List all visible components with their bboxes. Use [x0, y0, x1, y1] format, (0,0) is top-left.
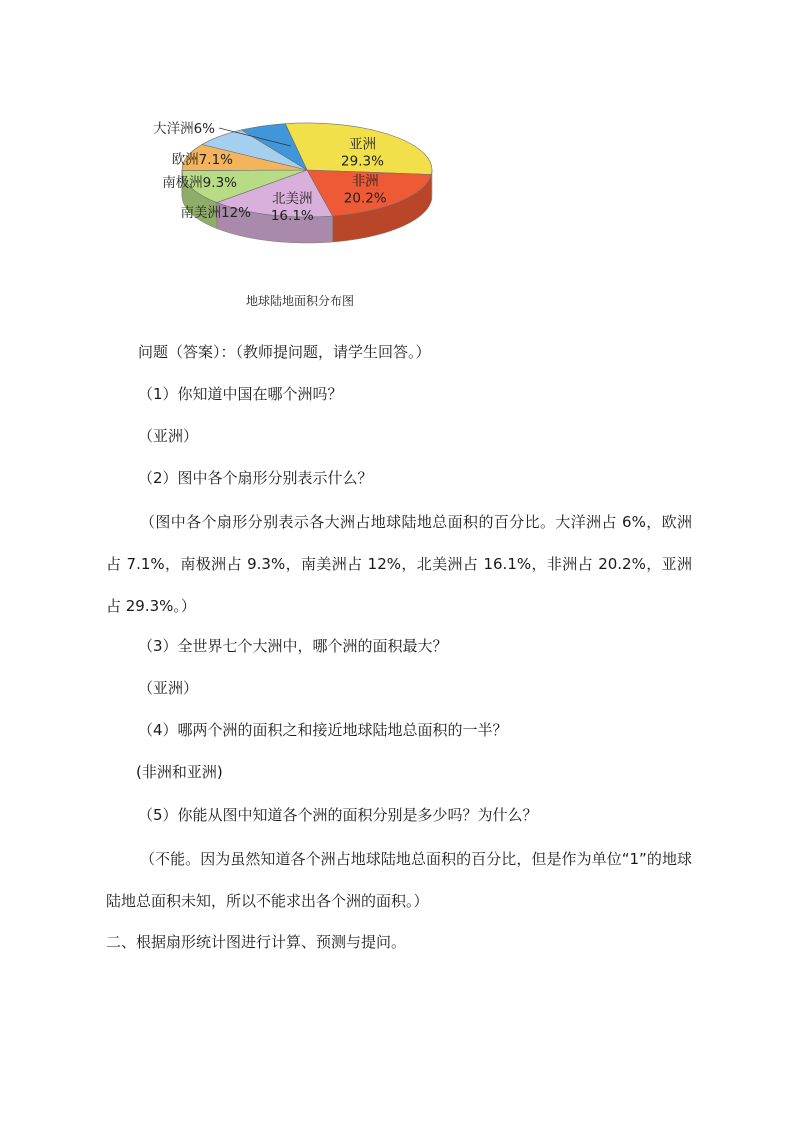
pie-label-name-1: 非洲 — [351, 173, 379, 190]
answer-3: （亚洲） — [138, 679, 199, 697]
question-heading: 问题（答案）：（教师提问题，请学生回答。） — [138, 343, 431, 361]
question-4: （4）哪两个洲的面积之和接近地球陆地总面积的一半？ — [138, 721, 508, 739]
pie-chart — [135, 98, 460, 330]
pie-label-value-2: 16.1% — [270, 208, 314, 225]
pie-label-name-2: 北美洲 — [272, 191, 313, 208]
pie-label-3: 南美洲12% — [180, 205, 251, 221]
answer-5: （不能。因为虽然知道各个洲占地球陆地总面积的百分比，但是作为单位“1”的地球陆地总面积未知，所以不能求出各个洲的面积。） — [106, 850, 692, 910]
pie-label-6: 大洋洲6% — [153, 121, 215, 137]
pie-label-4: 南极洲9.3% — [162, 175, 237, 191]
question-2: （2）图中各个扇形分别表示什么？ — [138, 469, 373, 487]
pie-label-5: 欧洲7.1% — [171, 152, 233, 168]
chart-title: 地球陆地面积分布图 — [245, 294, 355, 308]
answer-2: （图中各个扇形分别表示各大洲占地球陆地总面积的百分比。大洋洲占 6%，欧洲占 7.1%，南极洲占 9.3%，南美洲占 12%，北美洲占 16.1%，非洲占 20.2%，亚洲占 29.3%。） — [106, 513, 692, 615]
pie-label-value-1: 20.2% — [343, 190, 387, 207]
section-2-heading: 二、根据扇形统计图进行计算、预测与提问。 — [106, 933, 407, 951]
pie-label-name-0: 亚洲 — [349, 136, 376, 153]
question-5: （5）你能从图中知道各个洲的面积分别是多少吗？为什么？ — [138, 806, 538, 824]
answer-1: （亚洲） — [138, 427, 199, 445]
question-3: （3）全世界七个大洲中，哪个洲的面积最大？ — [138, 637, 448, 655]
answer-4: (非洲和亚洲) — [136, 763, 223, 781]
pie-chart-figure — [135, 98, 460, 330]
pie-label-value-0: 29.3% — [341, 153, 384, 170]
question-1: （1）你知道中国在哪个洲吗？ — [138, 385, 343, 403]
